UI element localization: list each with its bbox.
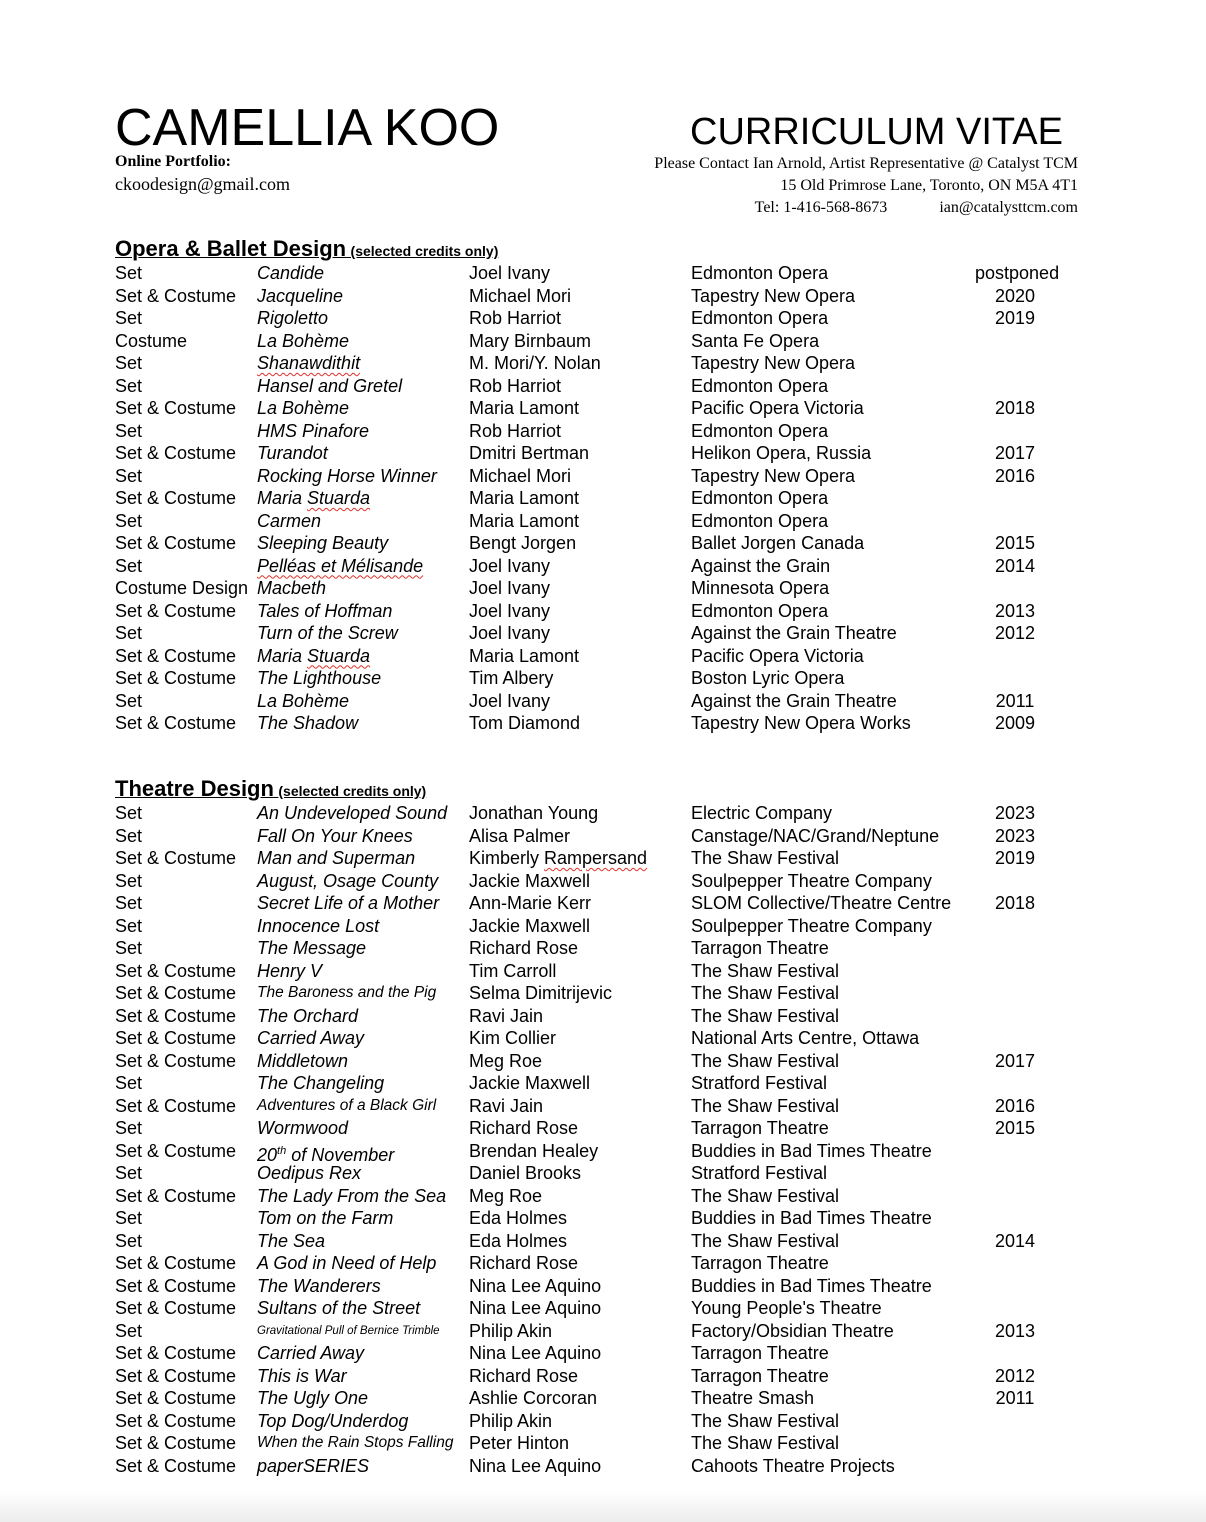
credit-row [115, 645, 1075, 668]
credit-director: Kim Collier [469, 1028, 557, 1048]
credit-row [115, 1320, 1075, 1343]
credit-row [115, 802, 1075, 825]
credit-role: Set & Costume [115, 645, 237, 666]
credit-role: Set & Costume [115, 1298, 237, 1318]
credit-director: Joel Ivany [469, 690, 551, 711]
credit-row [115, 960, 1075, 983]
credit-year: 2019 [994, 848, 1036, 868]
credit-role: Set & Costume [115, 1005, 237, 1026]
credit-production-title: Turn of the Screw [257, 623, 398, 643]
credit-row [115, 1185, 1075, 1208]
credit-company: SLOM Collective/Theatre Centre [691, 893, 952, 913]
credit-row [115, 420, 1075, 443]
telephone: Tel: 1-416-568-8673 [754, 199, 888, 216]
credit-role: Set & Costume [115, 848, 237, 868]
credit-director: Rob Harriot [469, 375, 562, 396]
credit-role: Set [115, 510, 143, 531]
credit-row [115, 1005, 1075, 1028]
credit-year: 2014 [994, 555, 1036, 576]
credit-row [115, 870, 1075, 893]
credit-company: Ballet Jorgen Canada [691, 533, 865, 553]
tel-row [654, 197, 1078, 219]
credit-production-title: Innocence Lost [257, 915, 380, 936]
credit-row [115, 397, 1075, 420]
credit-director: Brendan Healey [469, 1140, 599, 1161]
credit-year: 2015 [994, 533, 1036, 553]
credit-director: Michael Mori [469, 285, 572, 306]
credit-row [115, 375, 1075, 398]
page-bottom-shade [0, 1492, 1206, 1522]
credit-company: Soulpepper Theatre Company [691, 870, 932, 891]
credit-company: Tarragon Theatre [691, 1365, 829, 1386]
credit-company: Theatre Smash [691, 1388, 815, 1408]
credit-row [115, 307, 1075, 330]
credit-company: The Shaw Festival [691, 960, 840, 981]
credit-director: Ravi Jain [469, 1095, 544, 1116]
credit-director: Mary Birnbaum [469, 330, 592, 351]
credit-production-title: Fall On Your Knees [257, 825, 413, 846]
credit-year: 2011 [995, 690, 1035, 711]
credit-row [115, 1095, 1075, 1118]
credit-company: The Shaw Festival [691, 1005, 840, 1026]
credit-year: 2017 [994, 443, 1036, 463]
credit-company: Stratford Festival [691, 1163, 828, 1183]
credit-director: Jackie Maxwell [469, 870, 591, 891]
credit-role: Set [115, 893, 143, 913]
credit-role: Costume Design [115, 578, 249, 598]
credit-director: Meg Roe [469, 1185, 543, 1206]
credit-row [115, 487, 1075, 510]
credit-year: 2014 [994, 1230, 1036, 1251]
credit-company: Against the Grain Theatre [691, 623, 897, 643]
credit-company: Stratford Festival [691, 1073, 828, 1093]
credit-director: Joel Ivany [469, 623, 551, 643]
credit-director: Tom Diamond [469, 713, 581, 733]
theatre-credits-table [115, 802, 1075, 1477]
credit-production-title: Sleeping Beauty [257, 533, 389, 553]
credit-production-title: Rocking Horse Winner [257, 465, 437, 486]
credit-production-title: Candide [257, 263, 325, 283]
credit-year: 2023 [994, 803, 1036, 823]
credit-role: Set & Costume [115, 1140, 237, 1161]
credit-director: Eda Holmes [469, 1230, 568, 1251]
credit-role: Set [115, 1163, 143, 1183]
credit-director: Tim Albery [469, 668, 554, 688]
credit-production-title: Jacqueline [257, 285, 344, 306]
credit-role: Set & Costume [115, 960, 237, 981]
credit-company: Edmonton Opera [691, 600, 829, 621]
credit-director: Bengt Jorgen [469, 533, 577, 553]
credit-role: Set & Costume [115, 1095, 237, 1116]
credit-row [115, 285, 1075, 308]
credit-year: 2012 [994, 623, 1036, 643]
credit-row [115, 1252, 1075, 1275]
credit-row [115, 577, 1075, 600]
credit-row [115, 1387, 1075, 1410]
credit-row [115, 1207, 1075, 1230]
credit-company: Young People's Theatre [691, 1298, 882, 1318]
credit-year: 2016 [994, 1095, 1036, 1116]
credit-role: Set & Costume [115, 1433, 237, 1453]
credit-row [115, 465, 1075, 488]
credit-production-title: The Orchard [257, 1005, 359, 1026]
credit-role: Set [115, 1230, 143, 1251]
credit-role: Set & Costume [115, 285, 237, 306]
contact-line: Please Contact Ian Arnold, Artist Representative @ Catalyst TCM [654, 155, 1078, 172]
credit-row [115, 1050, 1075, 1073]
credit-company: The Shaw Festival [691, 1095, 840, 1116]
credit-company: The Shaw Festival [691, 848, 840, 868]
credit-director: Maria Lamont [469, 510, 580, 531]
credit-company: The Shaw Festival [691, 1433, 840, 1453]
credit-production-title: Carried Away [257, 1343, 365, 1363]
credit-production-title: The Sea [257, 1230, 326, 1251]
credit-company: Buddies in Bad Times Theatre [691, 1140, 932, 1161]
credit-company: Santa Fe Opera [691, 330, 820, 351]
credit-production-title: paperSERIES [257, 1455, 370, 1476]
credit-director: Michael Mori [469, 465, 572, 486]
credit-production-title: Top Dog/Underdog [257, 1410, 409, 1431]
credit-director: Maria Lamont [469, 488, 580, 508]
credit-row [115, 442, 1075, 465]
credit-production-title: Rigoletto [257, 308, 329, 328]
credit-production-title: Maria Stuarda [257, 645, 371, 666]
credit-company: Edmonton Opera [691, 308, 829, 328]
credit-year: 2011 [995, 1388, 1035, 1408]
credit-year: 2017 [994, 1050, 1036, 1071]
credit-company: Boston Lyric Opera [691, 668, 845, 688]
credit-director: Nina Lee Aquino [469, 1298, 602, 1318]
credit-row [115, 847, 1075, 870]
credit-role: Set & Costume [115, 488, 237, 508]
credit-year: 2018 [994, 398, 1036, 418]
credit-row [115, 667, 1075, 690]
credit-production-title: Secret Life of a Mother [257, 893, 440, 913]
credit-company: The Shaw Festival [691, 1185, 840, 1206]
opera-section-note: (selected credits only) [350, 243, 499, 259]
credit-role: Set & Costume [115, 1410, 237, 1431]
credit-director: Jackie Maxwell [469, 915, 591, 936]
credit-role: Set & Costume [115, 1253, 237, 1273]
theatre-section-heading: Theatre Design [115, 776, 274, 801]
credit-role: Set & Costume [115, 600, 237, 621]
credit-role: Set & Costume [115, 1455, 237, 1476]
credit-director: Jackie Maxwell [469, 1073, 591, 1093]
credit-year: 2020 [994, 285, 1036, 306]
credit-role: Set & Costume [115, 1185, 237, 1206]
opera-credits-table [115, 262, 1075, 735]
credit-company: Cahoots Theatre Projects [691, 1455, 895, 1476]
credit-year: 2019 [994, 308, 1036, 328]
credit-company: The Shaw Festival [691, 1410, 840, 1431]
credit-director: Tim Carroll [469, 960, 557, 981]
credit-row [115, 1230, 1075, 1253]
credit-director: Meg Roe [469, 1050, 543, 1071]
credit-production-title: A God in Need of Help [257, 1253, 437, 1273]
credit-production-title: Henry V [257, 960, 323, 981]
credit-production-title: Man and Superman [257, 848, 416, 868]
credit-company: Tarragon Theatre [691, 1253, 829, 1273]
credit-production-title: Adventures of a Black Girl [257, 1096, 437, 1114]
credit-director: Philip Akin [469, 1320, 553, 1341]
credit-company: Buddies in Bad Times Theatre [691, 1275, 932, 1296]
credit-director: Richard Rose [469, 1118, 579, 1138]
credit-role: Set & Costume [115, 1343, 237, 1363]
credit-company: Factory/Obsidian Theatre [691, 1320, 894, 1341]
candidate-name: CAMELLIA KOO [115, 99, 500, 157]
credit-row [115, 1072, 1075, 1095]
credit-director: Joel Ivany [469, 578, 551, 598]
credit-row [115, 892, 1075, 915]
credit-row [115, 690, 1075, 713]
credit-production-title: The Baroness and the Pig [257, 984, 437, 1001]
credit-role: Set [115, 825, 143, 846]
credit-production-title: The Changeling [257, 1073, 385, 1093]
credit-production-title: An Undeveloped Sound [257, 803, 448, 823]
credit-director: Richard Rose [469, 938, 579, 958]
credit-row [115, 532, 1075, 555]
credit-role: Set & Costume [115, 1050, 237, 1071]
credit-production-title: Middletown [257, 1050, 349, 1071]
document-title: CURRICULUM VITAE [690, 111, 1063, 153]
credit-production-title: La Bohème [257, 690, 350, 711]
credit-director: Ravi Jain [469, 1005, 544, 1026]
credit-director: Joel Ivany [469, 600, 551, 621]
credit-row [115, 825, 1075, 848]
credit-director: Richard Rose [469, 1253, 579, 1273]
credit-row [115, 555, 1075, 578]
email-address: ckoodesign@gmail.com [115, 174, 291, 194]
credit-row [115, 915, 1075, 938]
credit-role: Set [115, 870, 143, 891]
credit-role: Set [115, 375, 143, 396]
credit-row [115, 937, 1075, 960]
credit-director: Alisa Palmer [469, 825, 571, 846]
credit-production-title: Tom on the Farm [257, 1208, 394, 1228]
credit-role: Set [115, 915, 143, 936]
credit-director: Dmitri Bertman [469, 443, 590, 463]
credit-company: Edmonton Opera [691, 420, 829, 441]
credit-production-title: The Lighthouse [257, 668, 382, 688]
credit-company: Against the Grain Theatre [691, 690, 897, 711]
credit-director: Eda Holmes [469, 1208, 568, 1228]
credit-production-title: Wormwood [257, 1118, 349, 1138]
credit-company: The Shaw Festival [691, 983, 840, 1003]
credit-row [115, 330, 1075, 353]
credit-role: Set [115, 308, 143, 328]
credit-role: Set [115, 420, 143, 441]
credit-company: Tarragon Theatre [691, 938, 829, 958]
credit-company: Pacific Opera Victoria [691, 645, 864, 666]
credit-year: 2015 [994, 1118, 1036, 1138]
credit-director: M. Mori/Y. Nolan [469, 353, 601, 373]
credit-company: Edmonton Opera [691, 510, 829, 531]
credit-production-title: Carried Away [257, 1028, 365, 1048]
credit-row [115, 1455, 1075, 1478]
credit-row [115, 510, 1075, 533]
credit-row [115, 1162, 1075, 1185]
credit-row [115, 1117, 1075, 1140]
credit-role: Set [115, 353, 143, 373]
credit-row [115, 1342, 1075, 1365]
credit-role: Set [115, 623, 143, 643]
credit-company: The Shaw Festival [691, 1230, 840, 1251]
credit-company: Pacific Opera Victoria [691, 398, 864, 418]
credit-row [115, 600, 1075, 623]
credit-role: Set [115, 690, 143, 711]
credit-company: Tapestry New Opera [691, 465, 856, 486]
credit-director: Richard Rose [469, 1365, 579, 1386]
credit-row [115, 1027, 1075, 1050]
credit-production-title: La Bohème [257, 398, 350, 418]
credit-role: Set & Costume [115, 1365, 237, 1386]
credit-role: Set & Costume [115, 398, 237, 418]
credit-production-title: Oedipus Rex [257, 1163, 362, 1183]
credit-company: Canstage/NAC/Grand/Neptune [691, 825, 940, 846]
credit-production-title: The Ugly One [257, 1388, 369, 1408]
credit-role: Set [115, 803, 143, 823]
credit-row [115, 1297, 1075, 1320]
credit-company: Edmonton Opera [691, 375, 829, 396]
credit-production-title: Tales of Hoffman [257, 600, 393, 621]
credit-production-title: Shanawdithit [257, 353, 361, 373]
credit-row [115, 982, 1075, 1005]
credit-role: Costume [115, 330, 188, 351]
credit-director: Jonathan Young [469, 803, 599, 823]
agent-email: ian@catalysttcm.com [939, 199, 1078, 216]
credit-production-title: The Lady From the Sea [257, 1185, 447, 1206]
credit-role: Set & Costume [115, 443, 237, 463]
credit-company: Electric Company [691, 803, 833, 823]
credit-company: Helikon Opera, Russia [691, 443, 872, 463]
theatre-section-title [115, 776, 426, 802]
credit-director: Maria Lamont [469, 398, 580, 418]
address-line: 15 Old Primrose Lane, Toronto, ON M5A 4T1 [780, 177, 1078, 194]
credit-company: Tarragon Theatre [691, 1118, 829, 1138]
credit-role: Set [115, 1073, 143, 1093]
credit-director: Rob Harriot [469, 308, 562, 328]
credit-year: 2023 [994, 825, 1036, 846]
credit-role: Set & Costume [115, 1388, 237, 1408]
credit-row [115, 1432, 1075, 1455]
credit-production-title: Turandot [257, 443, 328, 463]
credit-production-title: Macbeth [257, 578, 327, 598]
credit-role: Set [115, 555, 143, 576]
credit-company: Edmonton Opera [691, 488, 829, 508]
credit-production-title: Pelléas et Mélisande [257, 555, 424, 576]
credit-row [115, 262, 1075, 285]
credit-director: Nina Lee Aquino [469, 1455, 602, 1476]
credit-row [115, 1410, 1075, 1433]
portfolio-label: Online Portfolio: [115, 153, 231, 170]
credit-production-title: When the Rain Stops Falling [257, 1434, 454, 1451]
opera-section-title [115, 236, 498, 262]
credit-director: Rob Harriot [469, 420, 562, 441]
credit-role: Set & Costume [115, 713, 237, 733]
credit-company: Tapestry New Opera [691, 285, 856, 306]
credit-production-title: Maria Stuarda [257, 488, 371, 508]
credit-role: Set & Costume [115, 1275, 237, 1296]
credit-director: Daniel Brooks [469, 1163, 582, 1183]
credit-row [115, 622, 1075, 645]
credit-director: Ashlie Corcoran [469, 1388, 598, 1408]
credit-production-title: This is War [257, 1365, 347, 1386]
credit-company: Tarragon Theatre [691, 1343, 829, 1363]
credit-production-title: The Shadow [257, 713, 359, 733]
credit-director: Philip Akin [469, 1410, 553, 1431]
credit-role: Set [115, 263, 143, 283]
credit-production-title: August, Osage County [257, 870, 439, 891]
credit-company: Buddies in Bad Times Theatre [691, 1208, 932, 1228]
credit-role: Set [115, 1208, 143, 1228]
credit-production-title: Hansel and Gretel [257, 375, 403, 396]
credit-company: Minnesota Opera [691, 578, 830, 598]
credit-company: Against the Grain [691, 555, 831, 576]
opera-section-heading: Opera & Ballet Design [115, 236, 347, 261]
credit-production-title: Gravitational Pull of Bernice Trimble [257, 1324, 440, 1337]
credit-company: Tapestry New Opera [691, 353, 856, 373]
credit-row [115, 1365, 1075, 1388]
credit-year: 2013 [994, 600, 1036, 621]
credit-year: 2018 [994, 893, 1036, 913]
credit-year: 2009 [994, 713, 1036, 733]
credit-role: Set & Costume [115, 1028, 237, 1048]
credit-production-title: The Message [257, 938, 367, 958]
contact-block [654, 153, 1078, 219]
credit-company: Edmonton Opera [691, 263, 829, 283]
credit-director: Joel Ivany [469, 263, 551, 283]
credit-director: Maria Lamont [469, 645, 580, 666]
credit-company: The Shaw Festival [691, 1050, 840, 1071]
credit-year: 2016 [994, 465, 1036, 486]
credit-production-title: Carmen [257, 510, 322, 531]
credit-production-title: HMS Pinafore [257, 420, 370, 441]
credit-production-title: 20th of November [257, 1144, 395, 1165]
credit-row [115, 1275, 1075, 1298]
credit-company: National Arts Centre, Ottawa [691, 1028, 920, 1048]
credit-production-title: Sultans of the Street [257, 1298, 421, 1318]
credit-director: Joel Ivany [469, 555, 551, 576]
credit-director: Nina Lee Aquino [469, 1275, 602, 1296]
credit-role: Set & Costume [115, 668, 237, 688]
credit-role: Set [115, 465, 143, 486]
credit-director: Nina Lee Aquino [469, 1343, 602, 1363]
credit-production-title: La Bohème [257, 330, 350, 351]
credit-row [115, 712, 1075, 735]
credit-director: Ann-Marie Kerr [469, 893, 592, 913]
credit-year: 2013 [994, 1320, 1036, 1341]
credit-company: Soulpepper Theatre Company [691, 915, 932, 936]
credit-role: Set & Costume [115, 983, 237, 1003]
credit-role: Set [115, 1320, 143, 1341]
credit-director: Kimberly Rampersand [469, 848, 648, 868]
credit-company: Tapestry New Opera Works [691, 713, 911, 733]
credit-role: Set [115, 1118, 143, 1138]
credit-director: Peter Hinton [469, 1433, 570, 1453]
credit-role: Set [115, 938, 143, 958]
credit-production-title: The Wanderers [257, 1275, 381, 1296]
credit-row [115, 1140, 1075, 1163]
credit-year: postponed [975, 263, 1060, 283]
theatre-section-note: (selected credits only) [278, 783, 427, 799]
credit-row [115, 352, 1075, 375]
credit-year: 2012 [994, 1365, 1036, 1386]
credit-director: Selma Dimitrijevic [469, 983, 613, 1003]
credit-role: Set & Costume [115, 533, 237, 553]
